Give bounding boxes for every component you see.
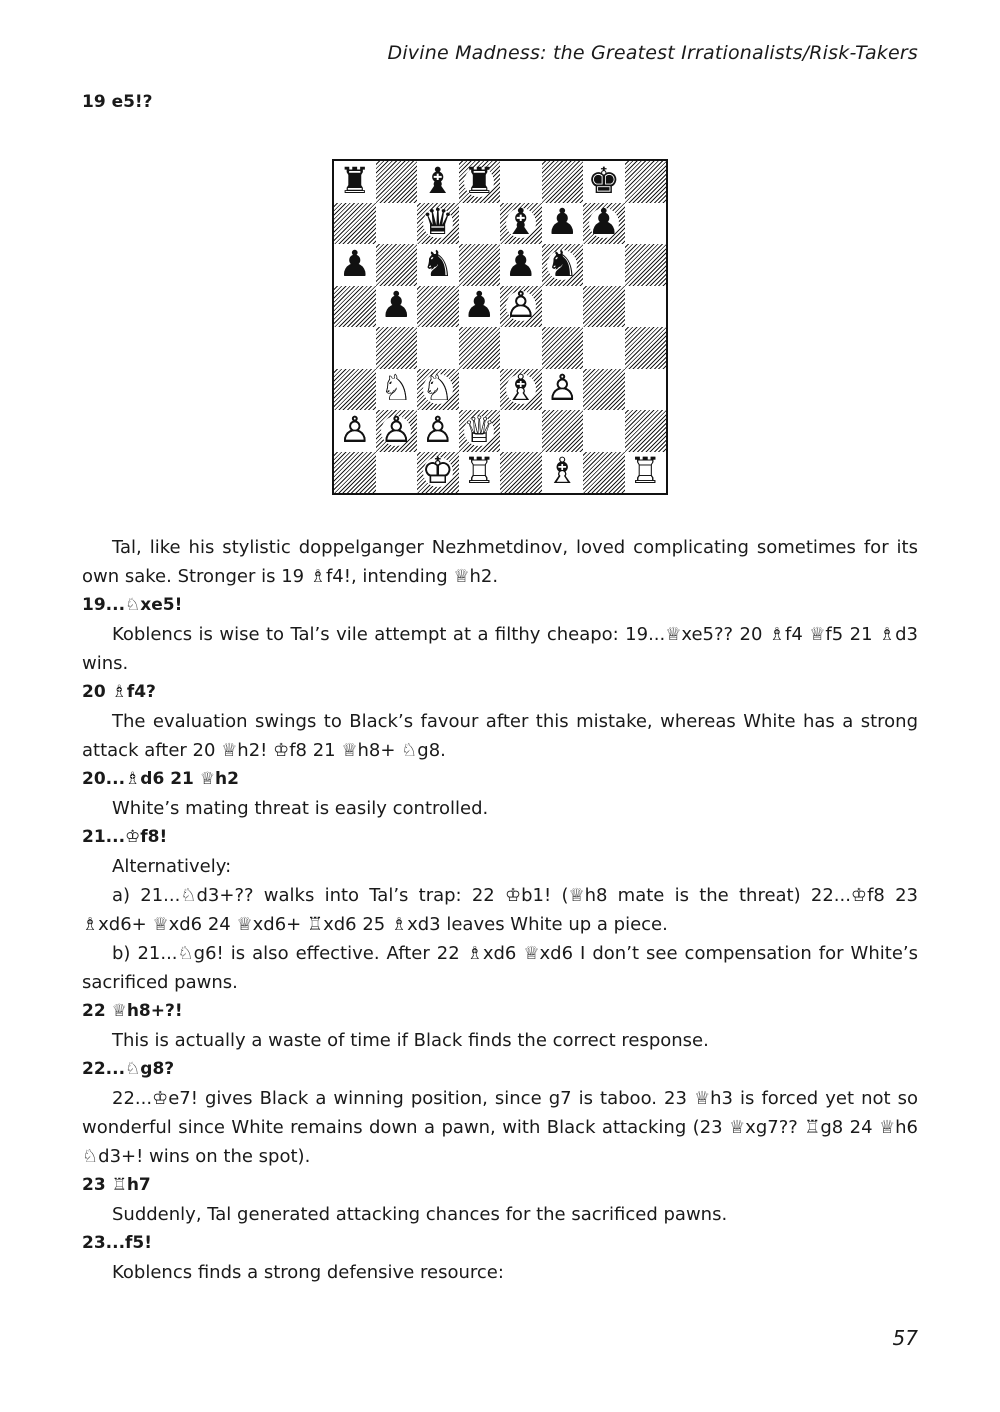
square-d7 [459, 203, 501, 245]
white-king-icon: ♔ [421, 451, 454, 493]
square-d4 [459, 327, 501, 369]
square-g5 [583, 286, 625, 328]
square-g2 [583, 410, 625, 452]
square-f2 [542, 410, 584, 452]
square-f8 [542, 161, 584, 203]
square-b5 [376, 286, 418, 328]
square-g8 [583, 161, 625, 203]
white-knight-icon: ♘ [380, 368, 413, 410]
square-e2 [500, 410, 542, 452]
square-d8 [459, 161, 501, 203]
square-e8 [500, 161, 542, 203]
move-heading: 21...♔f8! [82, 827, 168, 847]
square-d3 [459, 369, 501, 411]
page-number: 57 [892, 1326, 918, 1350]
black-pawn-icon: ♟ [338, 244, 371, 285]
square-a4 [334, 327, 376, 369]
square-a8 [334, 161, 376, 203]
white-knight-icon: ♘ [421, 368, 454, 410]
commentary-text [82, 533, 918, 1287]
square-h2 [625, 410, 667, 452]
square-c5 [417, 286, 459, 328]
square-c6 [417, 244, 459, 286]
square-b8 [376, 161, 418, 203]
commentary-paragraph: Tal, like his stylistic doppelganger Nezhmetdinov, loved complicating sometimes for its own sake. Stronger is 19 ♗f4!, intending ♕h2. [82, 537, 918, 587]
white-pawn-icon: ♙ [380, 410, 413, 451]
commentary-paragraph: Alternatively: [112, 856, 232, 877]
white-rook-icon: ♖ [463, 451, 496, 493]
square-c1 [417, 452, 459, 494]
diagram-move-heading: 19 e5!? [82, 92, 153, 112]
commentary-paragraph: Koblencs is wise to Tal’s vile attempt at a filthy cheapo: 19...♕xe5?? 20 ♗f4 ♕f5 21 ♗d3 wins. [82, 624, 918, 674]
white-pawn-icon: ♙ [504, 285, 537, 327]
running-header: Divine Madness: the Greatest Irrationalists/Risk-Takers [387, 42, 918, 64]
commentary-paragraph: Koblencs finds a strong defensive resource: [112, 1262, 504, 1283]
black-pawn-icon: ♟ [504, 244, 537, 285]
square-f6 [542, 244, 584, 286]
square-c3 [417, 369, 459, 411]
move-heading: 19...♘xe5! [82, 595, 183, 615]
commentary-paragraph: Suddenly, Tal generated attacking chances for the sacrificed pawns. [112, 1204, 728, 1225]
square-c8 [417, 161, 459, 203]
commentary-paragraph: This is actually a waste of time if Black finds the correct response. [112, 1030, 709, 1051]
square-b4 [376, 327, 418, 369]
move-heading: 20...♗d6 21 ♕h2 [82, 769, 239, 789]
white-pawn-icon: ♙ [338, 410, 371, 451]
square-a5 [334, 286, 376, 328]
black-pawn-icon: ♟ [546, 202, 579, 244]
square-e4 [500, 327, 542, 369]
square-a6 [334, 244, 376, 286]
square-b3 [376, 369, 418, 411]
black-bishop-icon: ♝ [421, 161, 454, 202]
square-h5 [625, 286, 667, 328]
square-d1 [459, 452, 501, 494]
black-rook-icon: ♜ [338, 161, 371, 202]
square-d2 [459, 410, 501, 452]
square-c7 [417, 203, 459, 245]
square-d5 [459, 286, 501, 328]
commentary-paragraph: White’s mating threat is easily controlled. [112, 798, 489, 819]
square-g7 [583, 203, 625, 245]
move-heading: 23 ♖h7 [82, 1175, 151, 1195]
move-heading: 20 ♗f4? [82, 682, 156, 702]
square-a3 [334, 369, 376, 411]
white-bishop-icon: ♗ [546, 451, 579, 493]
square-h4 [625, 327, 667, 369]
square-a1 [334, 452, 376, 494]
move-heading: 22 ♕h8+?! [82, 1001, 183, 1021]
white-pawn-icon: ♙ [421, 410, 454, 451]
square-e1 [500, 452, 542, 494]
square-g3 [583, 369, 625, 411]
square-a7 [334, 203, 376, 245]
square-g1 [583, 452, 625, 494]
square-g6 [583, 244, 625, 286]
commentary-paragraph: b) 21...♘g6! is also effective. After 22 ♗xd6 ♕xd6 I don’t see compensation for White’s sacrificed pawns. [82, 943, 918, 993]
square-b6 [376, 244, 418, 286]
white-bishop-icon: ♗ [504, 368, 537, 410]
square-f1 [542, 452, 584, 494]
square-b7 [376, 203, 418, 245]
square-f4 [542, 327, 584, 369]
square-d6 [459, 244, 501, 286]
square-e3 [500, 369, 542, 411]
square-e7 [500, 203, 542, 245]
black-knight-icon: ♞ [421, 244, 454, 285]
square-b2 [376, 410, 418, 452]
square-g4 [583, 327, 625, 369]
black-queen-icon: ♛ [421, 202, 454, 244]
square-b1 [376, 452, 418, 494]
commentary-paragraph: 22...♔e7! gives Black a winning position, since g7 is taboo. 23 ♕h3 is forced yet not so wonderful since White remains down a pawn, with Black attacking (23 ♕xg7?? ♖g8 24 ♕h6 ♘d3+! wins on the spot). [82, 1088, 918, 1167]
black-knight-icon: ♞ [546, 244, 579, 285]
square-e6 [500, 244, 542, 286]
black-king-icon: ♚ [587, 161, 620, 202]
square-h6 [625, 244, 667, 286]
square-a2 [334, 410, 376, 452]
chess-diagram [332, 159, 668, 495]
move-heading: 23...f5! [82, 1233, 153, 1253]
square-h1 [625, 452, 667, 494]
black-rook-icon: ♜ [463, 161, 496, 202]
commentary-paragraph: The evaluation swings to Black’s favour after this mistake, whereas White has a strong attack after 20 ♕h2! ♔f8 21 ♕h8+ ♘g8. [82, 711, 918, 761]
chess-board [332, 159, 668, 495]
white-queen-icon: ♕ [463, 410, 496, 451]
square-h8 [625, 161, 667, 203]
commentary-paragraph: a) 21...♘d3+?? walks into Tal’s trap: 22 ♔b1! (♕h8 mate is the threat) 22...♔f8 23 ♗xd6+ ♕xd6 24 ♕xd6+ ♖xd6 25 ♗xd3 leaves White up a piece. [82, 885, 918, 935]
black-pawn-icon: ♟ [463, 285, 496, 327]
black-pawn-icon: ♟ [587, 202, 620, 244]
black-pawn-icon: ♟ [380, 285, 413, 327]
square-c4 [417, 327, 459, 369]
white-rook-icon: ♖ [629, 451, 662, 493]
square-c2 [417, 410, 459, 452]
move-heading: 22...♘g8? [82, 1059, 175, 1079]
square-f3 [542, 369, 584, 411]
square-f7 [542, 203, 584, 245]
square-h3 [625, 369, 667, 411]
white-pawn-icon: ♙ [546, 368, 579, 410]
square-e5 [500, 286, 542, 328]
square-h7 [625, 203, 667, 245]
black-bishop-icon: ♝ [504, 202, 537, 244]
square-f5 [542, 286, 584, 328]
